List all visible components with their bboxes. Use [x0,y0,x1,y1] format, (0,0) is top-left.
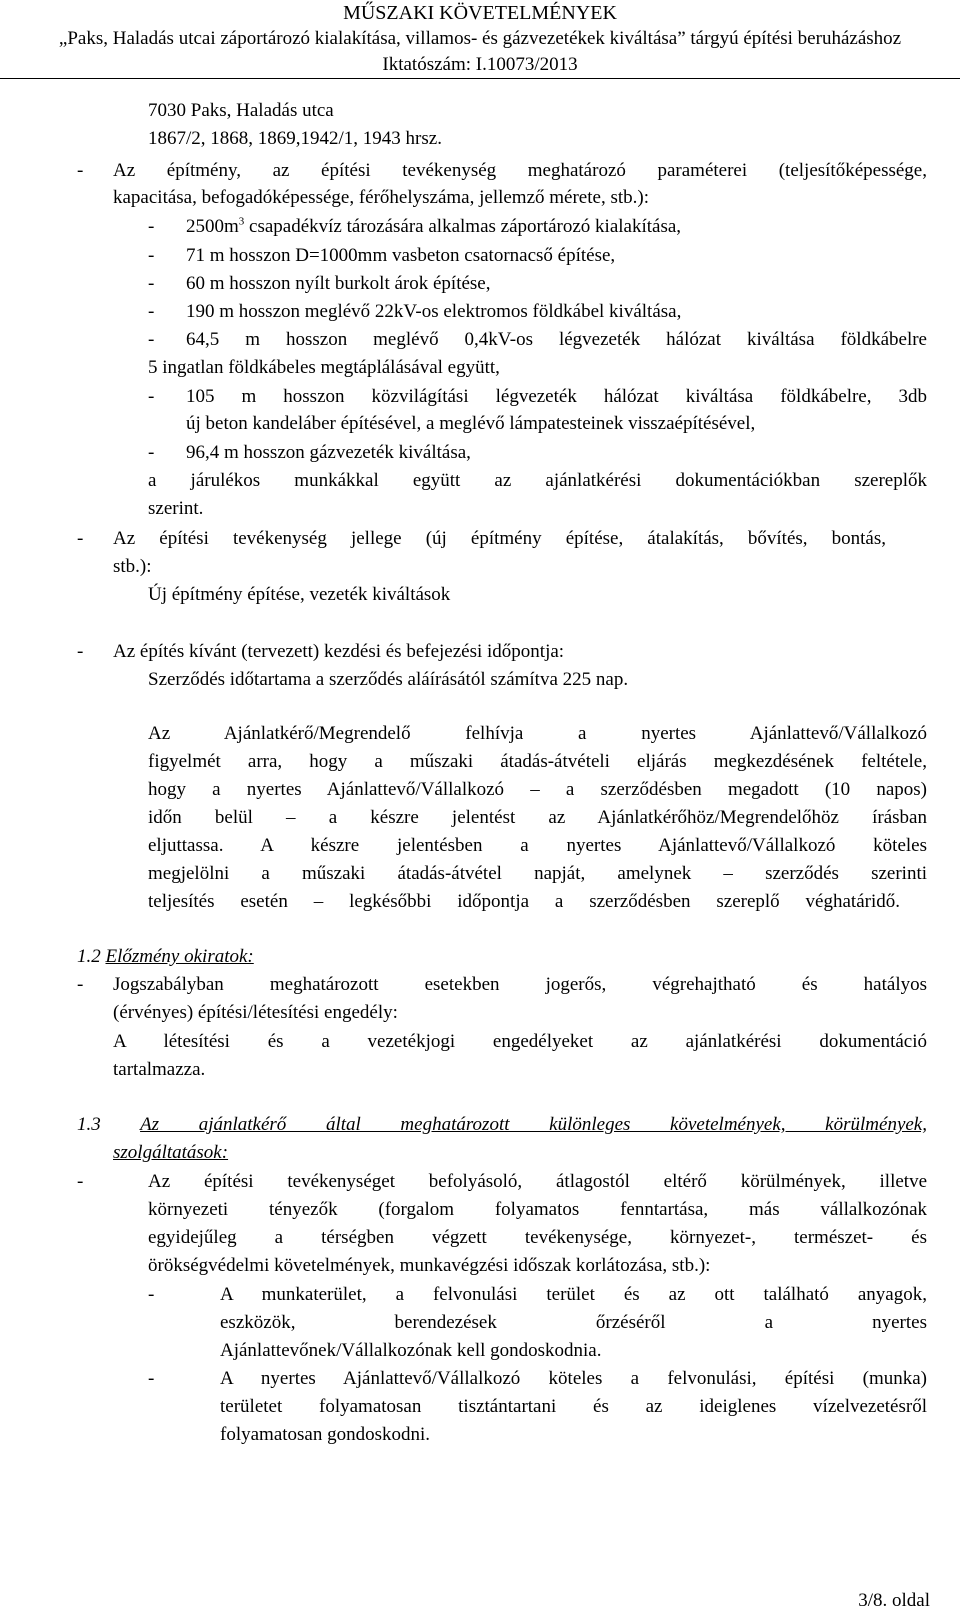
section-intro-line: örökségvédelmi követelmények, munkavégzési időszak korlátozása, stb.): [148,1255,711,1276]
parameters-closing: a járulékos munkákkal együtt az ajánlatkérési dokumentációkban szereplők [148,470,927,491]
schedule-value: Szerződés időtartama a szerződés aláírásától számítva 225 nap. [148,669,629,690]
section-intro-line: Az építési tevékenységet befolyásoló, átlagostól eltérő körülmények, illetve [148,1171,927,1192]
location-parcels: 1867/2, 1868, 1869,1942/1, 1943 hrsz. [148,128,442,149]
list-dash: - [148,216,155,237]
list-dash: - [148,273,155,294]
section-heading [77,945,254,969]
superscript: 3 [238,215,245,228]
parameter-item: $2500m^3$ csapadékvíz tározására alkalmas záportározó kialakítása, [186,215,682,237]
section-intro-line: környezeti tényezők (forgalom folyamatos fenntartása, más vállalkozónak [148,1199,927,1220]
parameter-item: 190 m hosszon meglévő 22kV-os elektromos földkábel kiváltása, [186,301,682,322]
parameter-item: 96,4 m hosszon gázvezeték kiváltása, [186,442,471,463]
sub-item-line: folyamatosan gondoskodni. [220,1424,431,1445]
section-heading [77,1113,927,1137]
list-dash: - [148,1368,155,1389]
list-dash: - [148,442,155,463]
section-number: 1.2 [77,946,101,967]
section-item: (érvényes) építési/létesítési engedély: [113,1002,398,1023]
list-dash: - [148,386,155,407]
sub-item-line: A nyertes Ajánlattevő/Vállalkozó köteles a felvonulási, építési (munka) [220,1368,927,1389]
page-number: 3/8. oldal [858,1590,930,1611]
nature-heading: Az építési tevékenység jellege (új építmény építése, átalakítás, bővítés, bontás, [113,528,886,549]
section-title: Előzmény okiratok: [105,946,254,967]
list-dash: - [148,301,155,322]
list-dash: - [77,641,84,662]
notice-line: eljuttassa. A készre jelentésben a nyertes Ajánlattevő/Vállalkozó köteles [148,835,927,856]
parameter-item-continued: új beton kandeláber építésével, a meglévő lámpatesteinek visszaépítésével, [186,413,756,434]
list-dash: - [77,160,84,181]
list-dash: - [148,245,155,266]
notice-line: hogy a nyertes Ajánlattevő/Vállalkozó – a szerződésben megadott (10 napos) [148,779,927,800]
section-title: Az ajánlatkérő által meghatározott különleges követelmények, körülmények, [140,1114,927,1135]
nature-value: Új építmény építése, vezeték kiváltások [148,584,451,605]
list-dash: - [77,528,84,549]
header-subtitle: „Paks, Haladás utcai záportározó kialakítása, villamos- és gázvezetékek kiváltása” tárgyú építési beruházáshoz [58,28,902,49]
notice-line: figyelmét arra, hogy a műszaki átadás-átvételi eljárás megkezdésének feltétele, [148,751,927,772]
section-title: szolgáltatások: [113,1142,229,1163]
parameters-heading-line: Az építmény, az építési tevékenység meghatározó paraméterei (teljesítőképessége, [113,160,927,181]
sub-item-line: A munkaterület, a felvonulási terület és az ott található anyagok, [220,1284,927,1305]
nature-heading: stb.): [113,556,152,577]
section-intro-line: egyidejűleg a térségben végzett tevékenysége, környezet-, természet- és [148,1227,927,1248]
parameter-item: 64,5 m hosszon meglévő 0,4kV-os légvezeték hálózat kiváltása földkábelre [186,329,927,350]
notice-line: időn belül – a készre jelentést az Ajánlatkérőhöz/Megrendelőhöz írásban [148,807,927,828]
list-dash: - [77,974,84,995]
parameter-item: 60 m hosszon nyílt burkolt árok építése, [186,273,491,294]
parameters-closing: szerint. [148,498,204,519]
list-dash: - [148,329,155,350]
notice-line: teljesítés esetén – legkésőbbi időpontja a szerződésben szereplő véghatáridő. [148,891,900,912]
list-dash: - [148,1284,155,1305]
parameters-heading-line: kapacitása, befogadóképessége, férőhelyszáma, jellemző mérete, stb.): [113,187,649,208]
sub-item-line: Ajánlattevőnek/Vállalkozónak kell gondoskodnia. [220,1340,602,1361]
parameter-item: 71 m hosszon D=1000mm vasbeton csatornacső építése, [186,245,616,266]
location-address: 7030 Paks, Haladás utca [148,100,334,121]
notice-line: megjelölni a műszaki átadás-átvétel napját, amelynek – szerződés szerinti [148,863,927,884]
schedule-heading: Az építés kívánt (tervezett) kezdési és befejezési időpontja: [113,641,565,662]
parameter-item-continued: 5 ingatlan földkábeles megtáplálásával együtt, [148,357,500,378]
section-value: tartalmazza. [113,1059,206,1080]
header-title: MŰSZAKI KÖVETELMÉNYEK [343,2,617,24]
header-divider [0,78,960,79]
section-value: A létesítési és a vezetékjogi engedélyeket az ajánlatkérési dokumentáció [113,1031,927,1052]
parameter-item: 105 m hosszon közvilágítási légvezeték hálózat kiváltása földkábelre, 3db [186,386,927,407]
notice-line: Az Ajánlatkérő/Megrendelő felhívja a nyertes Ajánlattevő/Vállalkozó [148,723,927,744]
header-reference: Iktatószám: I.10073/2013 [382,54,578,75]
list-dash: - [77,1171,84,1192]
section-number: 1.3 [77,1114,101,1135]
sub-item-line: területet folyamatosan tisztántartani és az ideiglenes vízelvezetésről [220,1396,927,1417]
section-item: Jogszabályban meghatározott esetekben jogerős, végrehajtható és hatályos [113,974,927,995]
sub-item-line: eszközök, berendezések őrzéséről a nyertes [220,1312,927,1333]
